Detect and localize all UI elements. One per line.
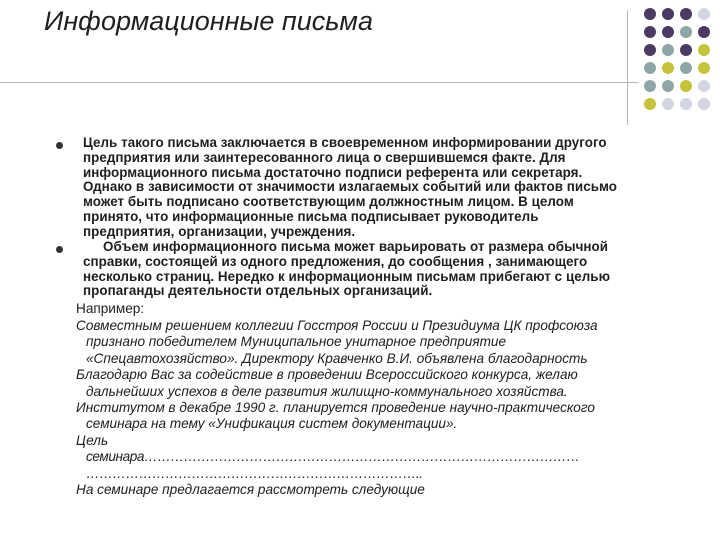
example-line: ………………………………………………………………….. [86,465,423,481]
example-line: семинара……………………………………………………………………………………… [86,449,580,465]
deco-dot [644,8,656,20]
deco-dot [680,80,692,92]
example-line: Благодарю Вас за содействие в проведении Всероссийского конкурса, желаю [76,367,578,383]
text-line [83,240,684,255]
text-line: Однако в зависимости от значимости излагаемых событий или фактов письмо [83,179,618,195]
deco-dot [662,98,674,110]
text-line: предприятия или заинтересованного лица о свершившемся факте. Для [83,149,566,165]
bullet-dot-icon [56,142,63,149]
text-line: несколько страниц. Нередко к информационным письмам прибегают с целью [83,268,611,284]
text-line: справки, состоящей из одного предложения, до сообщения , занимающего [83,253,588,269]
text-line: информационного письма достаточно подписи референта или секретаря. [83,164,583,180]
example-line: признано победителем Муниципальное унитарное предприятие [86,334,507,350]
deco-dot [698,98,710,110]
deco-dot [662,80,674,92]
text-line: принято, что информационные письма подписывает руководитель [83,208,539,224]
decorative-dot-grid [634,6,720,126]
deco-dot [644,98,656,110]
deco-dot [644,62,656,74]
deco-dot [644,26,656,38]
deco-dot [662,44,674,56]
example-line: На семинаре предлагается рассмотреть следующие [76,482,425,498]
bullet-text [83,240,684,299]
deco-dot [662,8,674,20]
header-divider [0,82,638,83]
text-line: пропаганды деятельности отдельных организаций. [83,283,433,299]
deco-dot [662,26,674,38]
example-line: дальнейших успехов в деле развития жилищно-коммунального хозяйства. [86,383,568,399]
deco-dot [680,8,692,20]
example-line: семинара на тему «Унификация систем документации». [86,416,458,432]
page-title: Информационные письма [44,6,373,36]
deco-dot [680,26,692,38]
text-line: может быть подписано соответствующим должностным лицом. В целом [83,194,574,210]
text-line-content: Объем информационного письма может варьировать от размера обычной [103,239,609,254]
bullet-dot-icon [56,246,63,253]
deco-dot [644,44,656,56]
header-vertical-divider [627,10,628,125]
example-line: «Спецавтохозяйство». Директору Кравченко В.И. объявлена благодарность [86,350,588,366]
bullet-text [83,136,684,240]
examples-intro: Например: [76,301,145,316]
deco-dot [698,26,710,38]
example-line: Цель [76,432,109,448]
deco-dot [698,62,710,74]
bullet-paragraph-volume [56,240,684,299]
examples-block [76,318,598,498]
deco-dot [644,80,656,92]
deco-dot [680,62,692,74]
example-line: Институтом в декабре 1990 г. планируется проведение научно-практического [76,400,595,416]
bullet-paragraph-purpose [56,136,684,240]
deco-dot [698,8,710,20]
deco-dot [662,62,674,74]
deco-dot [680,98,692,110]
example-line: Совместным решением коллегии Госстроя России и Президиума ЦК профсоюза [76,318,598,333]
deco-dot [680,44,692,56]
deco-dot [698,80,710,92]
deco-dot [698,44,710,56]
text-line: Цель такого письма заключается в своевременном информировании другого [83,135,607,150]
text-line: предприятия, организации, учреждения. [83,223,356,239]
